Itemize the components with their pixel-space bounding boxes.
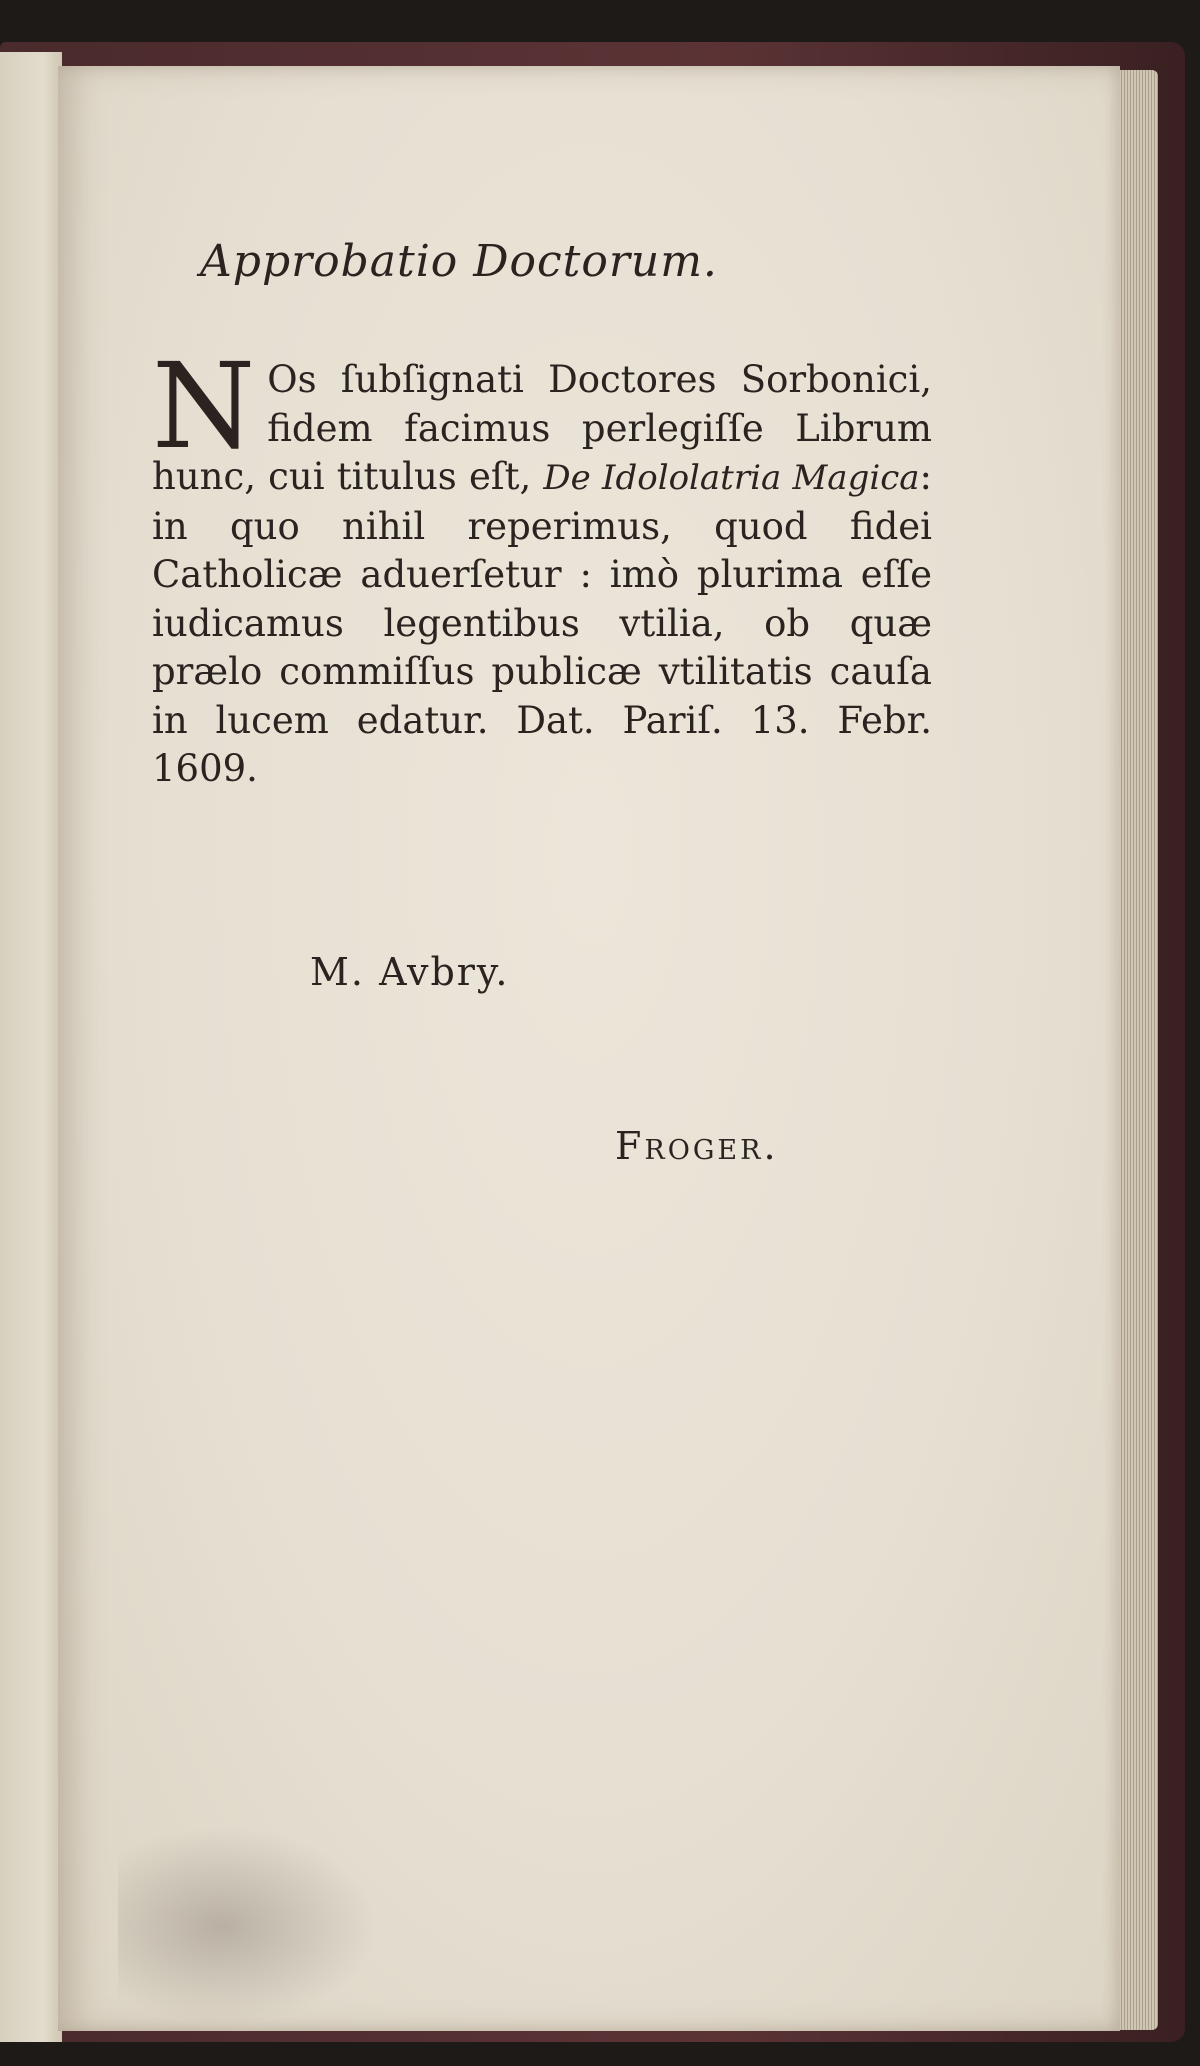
signature-aubry: M. Avbry.	[310, 950, 510, 994]
book-title: De Idololatria Magica	[543, 458, 920, 498]
approbation-text	[152, 337, 932, 794]
text-before-title: Os ſubſignati Doctores Sorbonici, fidem facimus perlegiſſe Librum hunc, cui titulus eſt,	[152, 358, 932, 498]
text-after-title: : in quo nihil reperimus, quod fidei Catholicæ aduerſetur : imò plurima eſſe iudicamus legentibus vtilia, ob quæ prælo commiſſus publicæ vtilitatis cauſa in lucem edatur. Dat. Pariſ. 13. Febr. 1609.	[152, 455, 932, 790]
drop-cap: N	[152, 337, 256, 475]
paper-stain	[118, 1826, 378, 2026]
approbation-heading: Approbatio Doctorum.	[200, 236, 718, 287]
previous-page-edge	[0, 52, 62, 2042]
signature-froger: Froger.	[615, 1124, 779, 1168]
